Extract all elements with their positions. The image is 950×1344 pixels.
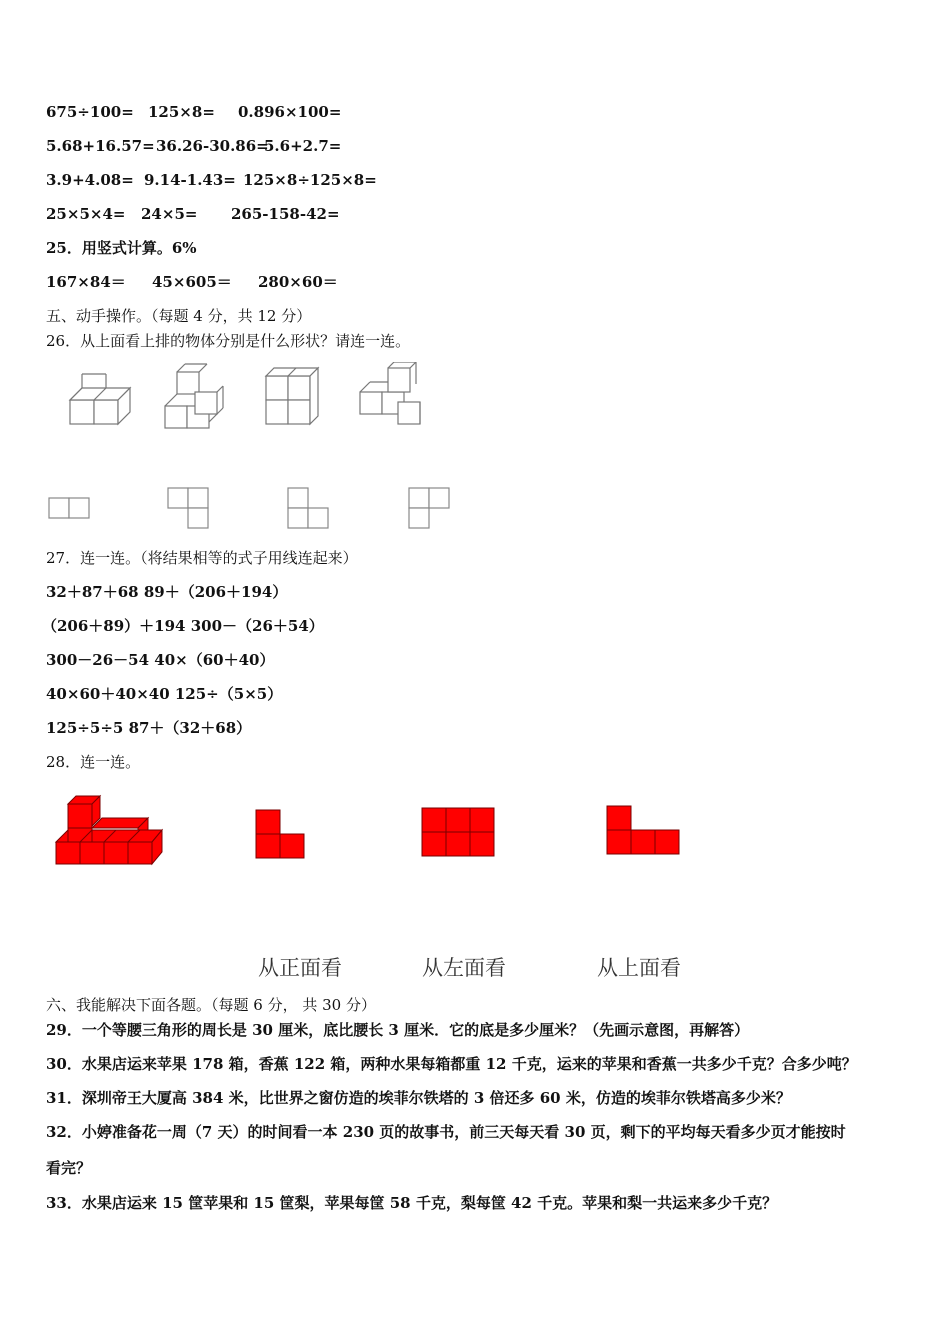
calc-item: 36.26-30.86= <box>156 137 269 155</box>
calc-item: 9.14-1.43= <box>144 171 236 189</box>
q27-row <box>46 650 275 670</box>
calc-item: 5.68+16.57= <box>46 137 155 155</box>
q27-row <box>42 616 324 636</box>
red-view-l-small <box>256 810 304 858</box>
calc-item: 5.6+2.7= <box>264 137 342 155</box>
section-5-title: 五、动手操作。（每题 4 分，共 12 分） <box>46 307 312 325</box>
problem-30: 30．水果店运来苹果 178 箱，香蕉 122 箱，两种水果每箱都重 12 千克，运来的苹果和香蕉一共多少千克？合多少吨？ <box>46 1055 857 1073</box>
calc-item: 125×8÷125×8= <box>243 171 377 189</box>
calc-row-1 <box>46 102 341 122</box>
solid-two-cubes <box>70 374 130 424</box>
q28-title: 28．连一连。 <box>46 753 141 771</box>
expr-right: 89＋（206＋194） <box>143 583 288 601</box>
expr-left: 300－26－54 <box>46 651 150 669</box>
expr-left: 32＋87＋68 <box>46 583 139 601</box>
q27-title: 27．连一连。（将结果相等的式子用线连起来） <box>46 549 358 567</box>
calc-row-2 <box>46 136 341 156</box>
calc-item: 0.896×100= <box>238 103 342 121</box>
q27-row <box>46 718 251 738</box>
problem-32-line-1: 32．小婷准备花一周（7 天）的时间看一本 230 页的故事书，前三天每天看 30 页，剩下的平均每天看多少页才能按时 <box>46 1123 846 1141</box>
problem-32-line-2: 看完？ <box>46 1159 92 1177</box>
problem-33: 33．水果店运来 15 筐苹果和 15 筐梨，苹果每筐 58 千克，梨每筐 42 千克。苹果和梨一共运来多少千克？ <box>46 1194 778 1212</box>
calc-row-4 <box>46 204 340 224</box>
expr-right: 300－（26＋54） <box>190 617 324 635</box>
q26-top-views <box>46 484 466 532</box>
expr-left: （206＋89）＋194 <box>42 617 186 635</box>
solid-stairs <box>360 362 420 424</box>
vertical-calc-item: 45×605＝ <box>152 273 232 291</box>
solid-square-block <box>266 368 318 424</box>
problem-31: 31．深圳帝王大厦高 384 米，比世界之窗仿造的埃菲尔铁塔的 3 倍还多 60 米，仿造的埃菲尔铁塔高多少米？ <box>46 1089 791 1107</box>
vertical-calc-item: 280×60＝ <box>258 273 338 291</box>
view-label-left: 从左面看 <box>422 956 506 980</box>
top-view-option-d <box>409 488 449 528</box>
calc-item: 3.9+4.08= <box>46 171 134 189</box>
calc-item: 265-158-42= <box>231 205 340 223</box>
calc-item: 675÷100= <box>46 103 134 121</box>
q25-title: 25．用竖式计算。6% <box>46 239 197 257</box>
top-view-option-c <box>288 488 328 528</box>
expr-left: 40×60＋40×40 <box>46 685 170 703</box>
q26-solids <box>60 362 460 437</box>
vertical-calc-item: 167×84＝ <box>46 273 126 291</box>
expr-right: 40×（60＋40） <box>154 651 275 669</box>
top-view-option-a <box>49 498 89 518</box>
expr-left: 125÷5÷5 <box>46 719 124 737</box>
q28-red-figures <box>50 792 700 872</box>
section-6-title: 六、我能解决下面各题。（每题 6 分， 共 30 分） <box>46 996 376 1014</box>
red-3d-solid <box>56 796 162 864</box>
calc-row-3 <box>46 170 377 190</box>
q27-row <box>46 684 282 704</box>
calc-item: 24×5= <box>141 205 198 223</box>
solid-l-shape <box>165 364 223 428</box>
calc-item: 25×5×4= <box>46 205 126 223</box>
red-view-rectangle <box>422 808 494 856</box>
top-view-option-b <box>168 488 208 528</box>
q27-row <box>46 582 287 602</box>
calc-item: 125×8= <box>148 103 215 121</box>
expr-right: 87＋（32＋68） <box>128 719 252 737</box>
problem-29: 29．一个等腰三角形的周长是 30 厘米，底比腰长 3 厘米．它的底是多少厘米？（先画示意图，再解答） <box>46 1021 750 1039</box>
view-label-top: 从上面看 <box>597 956 681 980</box>
q26-title: 26．从上面看上排的物体分别是什么形状？请连一连。 <box>46 332 411 350</box>
q25-items <box>46 272 338 292</box>
view-label-front: 从正面看 <box>258 956 342 980</box>
red-view-l-long <box>607 806 679 854</box>
expr-right: 125÷（5×5） <box>174 685 283 703</box>
